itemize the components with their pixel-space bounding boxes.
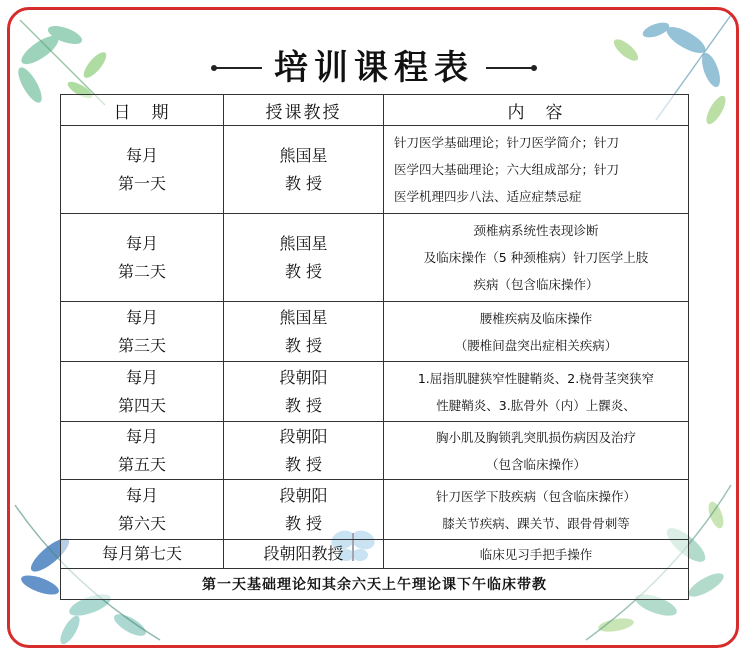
date-cell: 每月 第一天 (61, 126, 224, 214)
content-cell: 腰椎疾病及临床操作 （腰椎间盘突出症相关疾病） (384, 302, 689, 362)
date-cell: 每月 第三天 (61, 302, 224, 362)
table-row (61, 362, 689, 422)
teacher-cell: 熊国星 教 授 (224, 302, 384, 362)
table-header-row (61, 95, 689, 126)
content-cell: 1.屈指肌腱狭窄性腱鞘炎、2.桡骨茎突狭窄 性腱鞘炎、3.肱骨外（内）上髁炎、 (384, 362, 689, 422)
table-row (61, 126, 689, 214)
title-rule-left (214, 67, 262, 69)
header-date: 日 期 (61, 95, 224, 126)
header-teacher: 授课教授 (224, 95, 384, 126)
content-cell: 胸小肌及胸锁乳突肌损伤病因及治疗 （包含临床操作） (384, 422, 689, 480)
footer-row (61, 569, 689, 600)
title-block (0, 44, 748, 92)
date-cell: 每月 第二天 (61, 214, 224, 302)
content-cell: 临床见习手把手操作 (384, 540, 689, 569)
teacher-cell: 熊国星 教 授 (224, 126, 384, 214)
teacher-cell: 段朝阳 教 授 (224, 422, 384, 480)
table-row (61, 214, 689, 302)
teacher-cell: 熊国星 教 授 (224, 214, 384, 302)
content-cell: 针刀医学基础理论；针刀医学简介；针刀 医学四大基础理论；六大组成部分；针刀 医学机理四步八法、适应症禁忌症 (384, 126, 689, 214)
table-row (61, 480, 689, 540)
title-rule-right (486, 67, 534, 69)
date-cell: 每月 第四天 (61, 362, 224, 422)
footer-note: 第一天基础理论知其余六天上午理论课下午临床带教 (61, 569, 689, 600)
table-row (61, 302, 689, 362)
schedule-table (60, 94, 689, 600)
teacher-cell: 段朝阳教授 (224, 540, 384, 569)
teacher-cell: 段朝阳 教 授 (224, 362, 384, 422)
date-cell: 每月 第五天 (61, 422, 224, 480)
content-cell: 颈椎病系统性表现诊断 及临床操作（5 种颈椎病）针刀医学上肢 疾病（包含临床操作） (384, 214, 689, 302)
table-row (61, 540, 689, 569)
teacher-cell: 段朝阳 教 授 (224, 480, 384, 540)
header-content: 内 容 (384, 95, 689, 126)
table-row (61, 422, 689, 480)
date-cell: 每月 第六天 (61, 480, 224, 540)
content-cell: 针刀医学下肢疾病（包含临床操作） 膝关节疾病、踝关节、跟骨骨刺等 (384, 480, 689, 540)
page-title: 培训课程表 (274, 48, 474, 88)
date-cell: 每月第七天 (61, 540, 224, 569)
